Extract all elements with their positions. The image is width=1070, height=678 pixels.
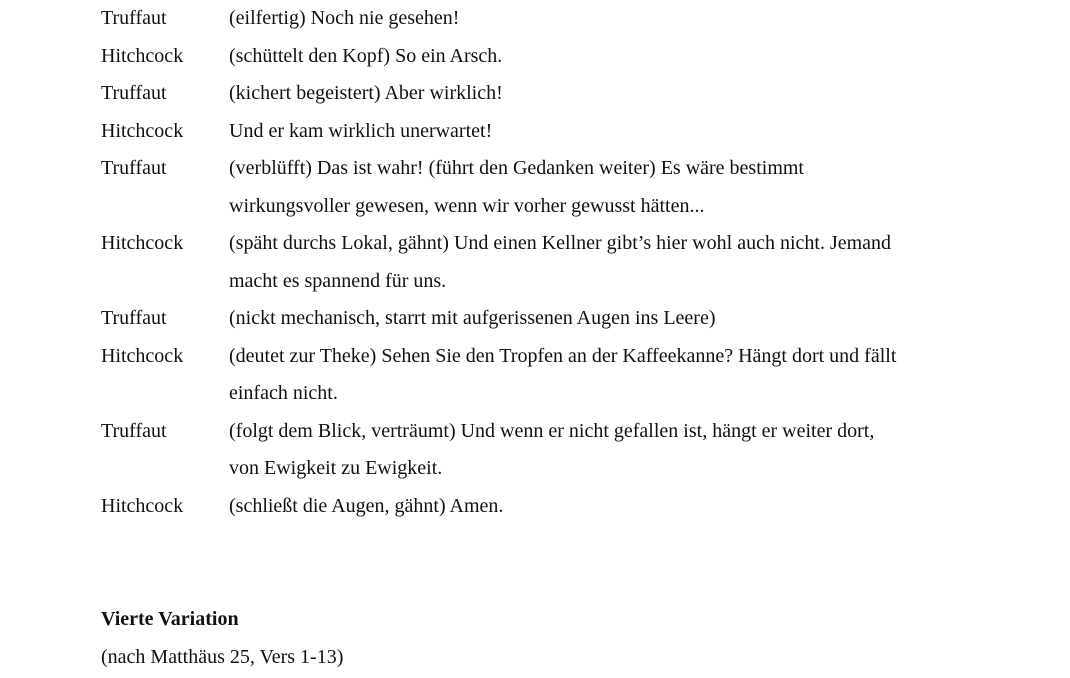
dialogue-text-line: wirkungsvoller gewesen, wenn wir vorher gewusst hätten... bbox=[229, 194, 705, 217]
dialogue-text-line: (kichert begeistert) Aber wirklich! bbox=[229, 82, 503, 104]
dialogue-text bbox=[229, 113, 1001, 151]
speaker-name: Hitchcock bbox=[101, 494, 184, 517]
dialogue-text bbox=[229, 75, 1001, 113]
dialogue-text bbox=[229, 300, 1001, 338]
dialogue-line bbox=[101, 225, 1001, 300]
dialogue-line bbox=[101, 338, 1001, 413]
dialogue-text bbox=[229, 225, 1001, 300]
speaker-name: Hitchcock bbox=[101, 232, 184, 254]
dialogue-text bbox=[229, 338, 1001, 413]
speaker-name: Truffaut bbox=[101, 7, 167, 29]
speaker-name: Hitchcock bbox=[101, 44, 184, 67]
dialogue-text bbox=[229, 413, 1001, 488]
section-subtitle: (nach Matthäus 25, Vers 1-13) bbox=[101, 646, 344, 668]
dialogue-text-line: (folgt dem Blick, verträumt) Und wenn er nicht gefallen ist, hängt er weiter dort, bbox=[229, 419, 875, 442]
dialogue-text bbox=[229, 38, 1001, 76]
speaker-name: Truffaut bbox=[101, 82, 167, 104]
dialogue-line bbox=[101, 113, 1001, 151]
dialogue-block bbox=[101, 0, 1001, 525]
dialogue-text-line: (schüttelt den Kopf) So ein Arsch. bbox=[229, 44, 503, 67]
dialogue-text-line: (verblüfft) Das ist wahr! (führt den Gedanken weiter) Es wäre bestimmt bbox=[229, 157, 804, 179]
dialogue-text-line: von Ewigkeit zu Ewigkeit. bbox=[229, 457, 443, 479]
dialogue-text bbox=[229, 488, 1001, 526]
speaker-name: Hitchcock bbox=[101, 119, 184, 142]
speaker-name: Truffaut bbox=[101, 419, 167, 442]
dialogue-text-line: einfach nicht. bbox=[229, 382, 338, 404]
dialogue-line bbox=[101, 300, 1001, 338]
dialogue-text bbox=[229, 150, 1001, 225]
dialogue-line bbox=[101, 488, 1001, 526]
document-page bbox=[101, 0, 1001, 525]
dialogue-line bbox=[101, 150, 1001, 225]
dialogue-text-line: Und er kam wirklich unerwartet! bbox=[229, 119, 493, 142]
dialogue-text-line: (späht durchs Lokal, gähnt) Und einen Kellner gibt’s hier wohl auch nicht. Jemand bbox=[229, 232, 892, 254]
speaker-name: Hitchcock bbox=[101, 344, 184, 367]
speaker-name: Truffaut bbox=[101, 307, 167, 329]
dialogue-text-line: (eilfertig) Noch nie gesehen! bbox=[229, 7, 460, 29]
dialogue-text-line: (deutet zur Theke) Sehen Sie den Tropfen an der Kaffeekanne? Hängt dort und fällt bbox=[229, 344, 897, 367]
speaker-name: Truffaut bbox=[101, 157, 167, 179]
dialogue-text-line: (nickt mechanisch, starrt mit aufgerissenen Augen ins Leere) bbox=[229, 307, 716, 329]
dialogue-line bbox=[101, 38, 1001, 76]
dialogue-text-line: macht es spannend für uns. bbox=[229, 269, 447, 292]
dialogue-line bbox=[101, 0, 1001, 38]
dialogue-text-line: (schließt die Augen, gähnt) Amen. bbox=[229, 494, 504, 517]
dialogue-line bbox=[101, 413, 1001, 488]
dialogue-text bbox=[229, 0, 1001, 38]
dialogue-line bbox=[101, 75, 1001, 113]
section-title: Vierte Variation bbox=[101, 608, 239, 630]
